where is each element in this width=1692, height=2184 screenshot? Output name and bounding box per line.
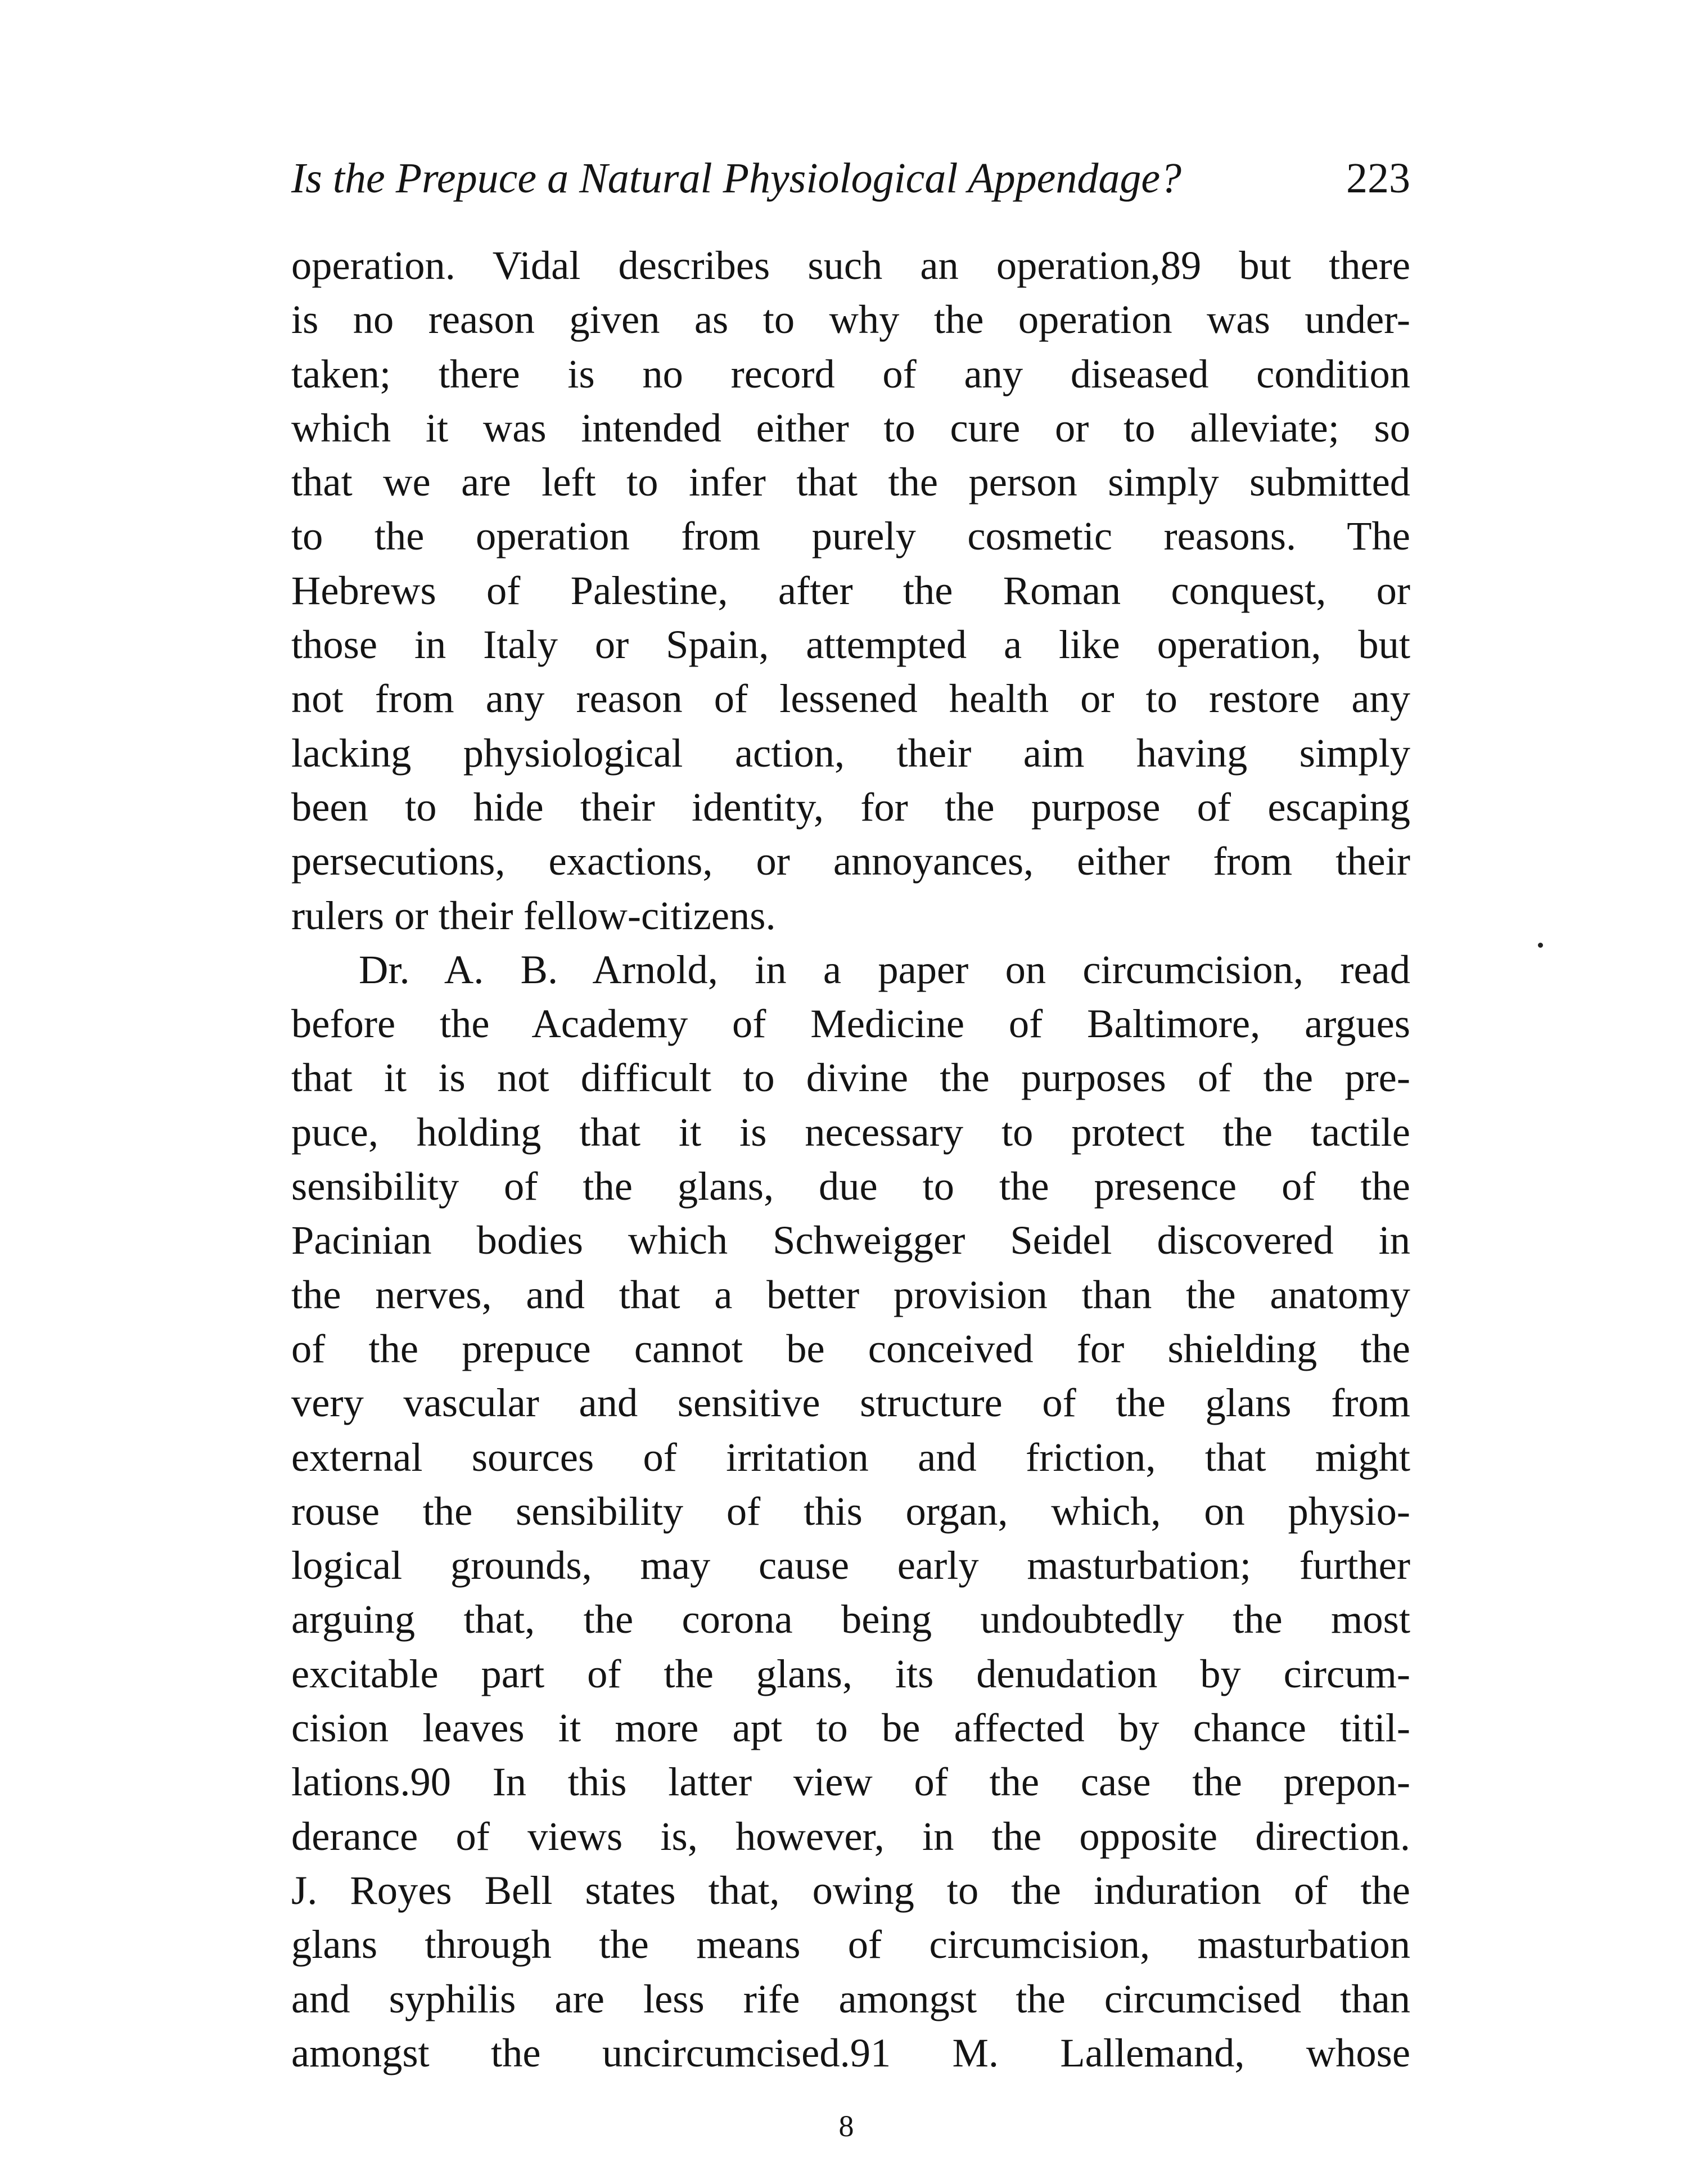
text-line: of the prepuce cannot be conceived for shielding the [291, 1325, 1410, 1371]
text-line: which it was intended either to cure or to alleviate; so [291, 404, 1410, 451]
text-line: operation. Vidal describes such an operation,89 but there [291, 242, 1410, 288]
text-line: lacking physiological action, their aim having simply [291, 729, 1410, 776]
text-line: lations.90 In this latter view of the case the prepon- [291, 1759, 1410, 1805]
text-line: not from any reason of lessened health or to restore any [291, 676, 1410, 722]
text-line: that it is not difficult to divine the purposes of the pre- [291, 1055, 1410, 1101]
paragraph-last-line: rulers or their fellow-citizens. [291, 892, 776, 938]
text-line: is no reason given as to why the operation was under- [291, 296, 1410, 343]
text-line: been to hide their identity, for the purpose of escaping [291, 783, 1410, 830]
paragraph-first-line: Dr. A. B. Arnold, in a paper on circumcision, read [359, 946, 1410, 992]
text-line: taken; there is no record of any diseased condition [291, 350, 1410, 397]
text-line: the nerves, and that a better provision than the anatomy [291, 1271, 1410, 1317]
text-line: arguing that, the corona being undoubtedly the most [291, 1596, 1410, 1642]
text-line: external sources of irritation and friction, that might [291, 1434, 1410, 1480]
text-line: sensibility of the glans, due to the presence of the [291, 1163, 1410, 1209]
page-number: 223 [1346, 155, 1410, 202]
text-line: cision leaves it more apt to be affected by chance titil- [291, 1705, 1410, 1751]
text-line: to the operation from purely cosmetic reasons. The [291, 513, 1410, 559]
text-line: and syphilis are less rife amongst the circumcised than [291, 1975, 1410, 2021]
ink-speck [1538, 943, 1543, 948]
text-line: that we are left to infer that the person simply submitted [291, 459, 1410, 505]
text-line: Hebrews of Palestine, after the Roman conquest, or [291, 567, 1410, 613]
page-signature: 8 [838, 2109, 854, 2143]
text-line: those in Italy or Spain, attempted a like operation, but [291, 622, 1410, 668]
text-line: persecutions, exactions, or annoyances, either from their [291, 838, 1410, 884]
text-line: amongst the uncircumcised.91 M. Lallemand, whose [291, 2029, 1410, 2075]
text-line: glans through the means of circumcision, masturbation [291, 1921, 1410, 1967]
text-line: rouse the sensibility of this organ, which, on physio- [291, 1488, 1410, 1534]
text-line: Pacinian bodies which Schweigger Seidel discovered in [291, 1217, 1410, 1263]
text-line: very vascular and sensitive structure of the glans from [291, 1380, 1410, 1426]
text-line: excitable part of the glans, its denudation by circum- [291, 1650, 1410, 1696]
text-line: logical grounds, may cause early masturbation; further [291, 1542, 1410, 1588]
text-line: J. Royes Bell states that, owing to the induration of the [291, 1867, 1410, 1913]
running-title: Is the Prepuce a Natural Physiological Appendage? [291, 155, 1182, 202]
text-line: derance of views is, however, in the opposite direction. [291, 1813, 1410, 1859]
body-text [291, 238, 1410, 2080]
running-header [291, 147, 1410, 209]
text-line: before the Academy of Medicine of Baltimore, argues [291, 1001, 1410, 1047]
text-line: puce, holding that it is necessary to protect the tactile [291, 1109, 1410, 1155]
